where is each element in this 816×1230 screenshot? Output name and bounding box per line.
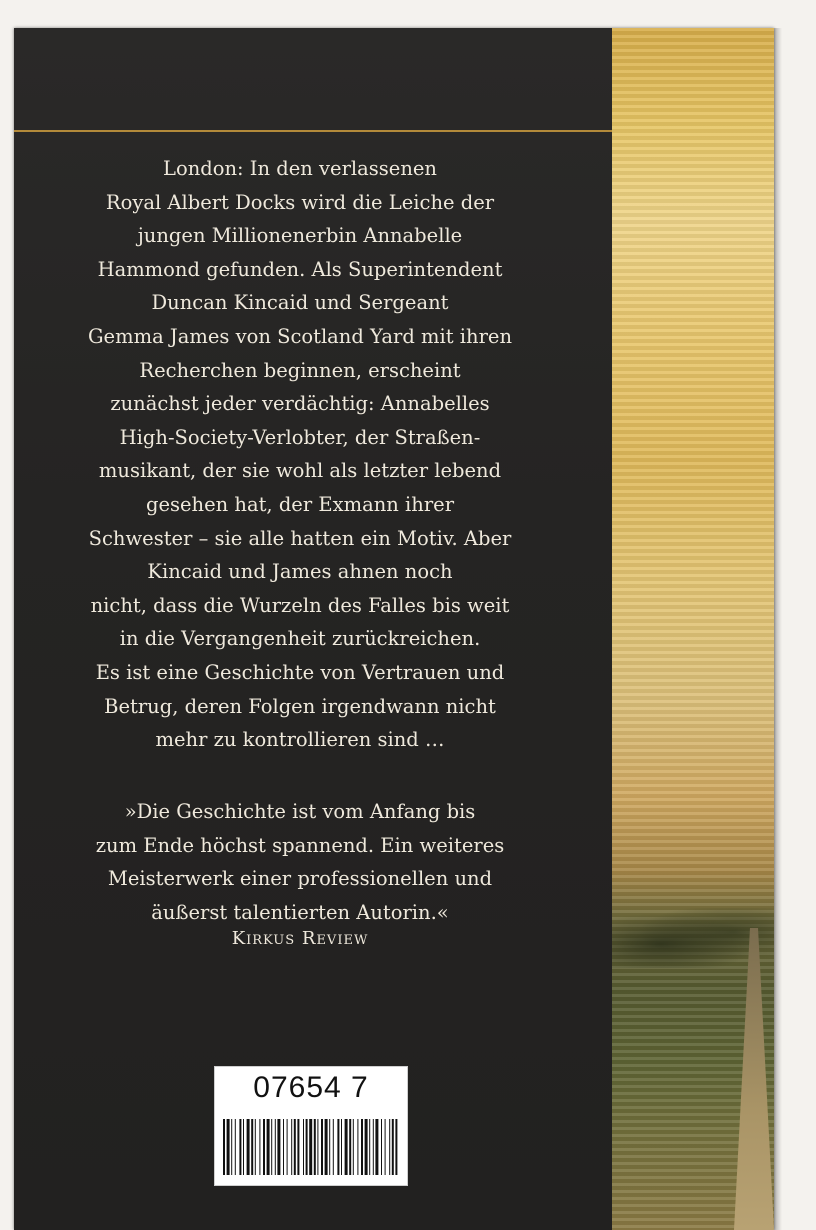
gold-divider-line	[14, 130, 612, 132]
blurb-line: in die Vergangenheit zurückreichen.	[119, 627, 481, 651]
barcode-bar	[375, 1119, 378, 1175]
barcode-sticker	[214, 1066, 408, 1186]
blurb-line: zunächst jeder verdächtig: Annabelles	[110, 392, 490, 416]
review-line: »Die Geschichte ist vom Anfang bis	[124, 800, 476, 823]
blurb-line: gesehen hat, der Exmann ihrer	[145, 492, 455, 516]
blurb-line: Duncan Kincaid und Sergeant	[151, 291, 449, 315]
blurb-line: musikant, der sie wohl als letzter lebend	[98, 459, 502, 483]
review-line: äußerst talentierten Autorin.«	[151, 900, 449, 924]
barcode-bar	[369, 1119, 370, 1175]
barcode-bar	[251, 1119, 253, 1175]
barcode-bar	[345, 1119, 348, 1175]
barcode-bar	[365, 1119, 368, 1175]
review-source: Kirkus Review	[231, 928, 369, 949]
barcode-bar	[277, 1119, 280, 1175]
barcode-bar	[306, 1119, 308, 1175]
barcode-bar	[357, 1119, 358, 1175]
barcode-bar	[303, 1119, 304, 1175]
blurb-line: Kincaid und James ahnen noch	[147, 560, 453, 584]
blurb-line: Betrug, deren Folgen irgendwann nicht	[104, 694, 496, 718]
barcode-bar	[389, 1119, 390, 1175]
barcode-bar	[227, 1119, 230, 1175]
barcode-bar	[239, 1119, 241, 1175]
review-line: Meisterwerk einer professionellen und	[107, 867, 493, 891]
barcode-number: 07654 7	[253, 1071, 369, 1104]
barcode-bar	[337, 1119, 339, 1175]
barcode-bar	[381, 1119, 382, 1175]
blurb-line: Royal Albert Docks wird die Leiche der	[105, 190, 495, 214]
barcode-bar	[317, 1119, 318, 1175]
barcode-bar	[247, 1119, 250, 1175]
barcode-bar	[314, 1119, 316, 1175]
blurb-line: London: In den verlassenen	[163, 157, 437, 180]
barcode-bar	[349, 1119, 351, 1175]
barcode-bar	[255, 1119, 256, 1175]
barcode-bar	[373, 1119, 374, 1175]
barcode-bar	[353, 1119, 354, 1175]
barcode-bar	[325, 1119, 328, 1175]
barcode-bar	[275, 1119, 276, 1175]
barcode-bars	[223, 1119, 399, 1175]
barcode-bar	[271, 1119, 272, 1175]
barcode-bar	[291, 1119, 292, 1175]
blurb-line: Schwester – sie alle hatten ein Motiv. Aber	[88, 526, 512, 550]
barcode-bar	[223, 1119, 225, 1175]
barcode-bar	[333, 1119, 334, 1175]
blurb-line: Gemma James von Scotland Yard mit ihren	[87, 324, 513, 348]
barcode-bar	[231, 1119, 232, 1175]
blurb-text	[30, 152, 570, 757]
barcode-bar	[361, 1119, 363, 1175]
blurb-line: jungen Millionenerbin Annabelle	[137, 224, 463, 248]
review-quote	[30, 795, 570, 929]
barcode-bar	[287, 1119, 288, 1175]
barcode-bar	[309, 1119, 312, 1175]
barcode-bar	[263, 1119, 265, 1175]
blurb-line: mehr zu kontrollieren sind …	[155, 728, 445, 752]
barcode-bar	[395, 1119, 397, 1175]
barcode-bar	[259, 1119, 260, 1175]
cover-edge-shadow	[774, 28, 782, 1230]
review-line: zum Ende höchst spannend. Ein weiteres	[95, 833, 505, 857]
blurb-line: Es ist eine Geschichte von Vertrauen und	[95, 660, 505, 684]
barcode-bar	[283, 1119, 284, 1175]
barcode-bar	[235, 1119, 236, 1175]
blurb-line: nicht, dass die Wurzeln des Falles bis weit	[90, 593, 510, 617]
barcode-bar	[243, 1119, 244, 1175]
barcode-bar	[321, 1119, 323, 1175]
barcode-bar	[341, 1119, 342, 1175]
barcode-bar	[329, 1119, 330, 1175]
barcode-bar	[297, 1119, 299, 1175]
barcode-bar	[385, 1119, 386, 1175]
blurb-line: Recherchen beginnen, erscheint	[139, 358, 461, 382]
blurb-line: Hammond gefunden. Als Superintendent	[97, 257, 503, 281]
barcode-bar	[294, 1119, 296, 1175]
barcode-bar	[267, 1119, 270, 1175]
barcode-bar	[392, 1119, 394, 1175]
blurb-line: High-Society-Verlobter, der Straßen-	[119, 425, 481, 449]
